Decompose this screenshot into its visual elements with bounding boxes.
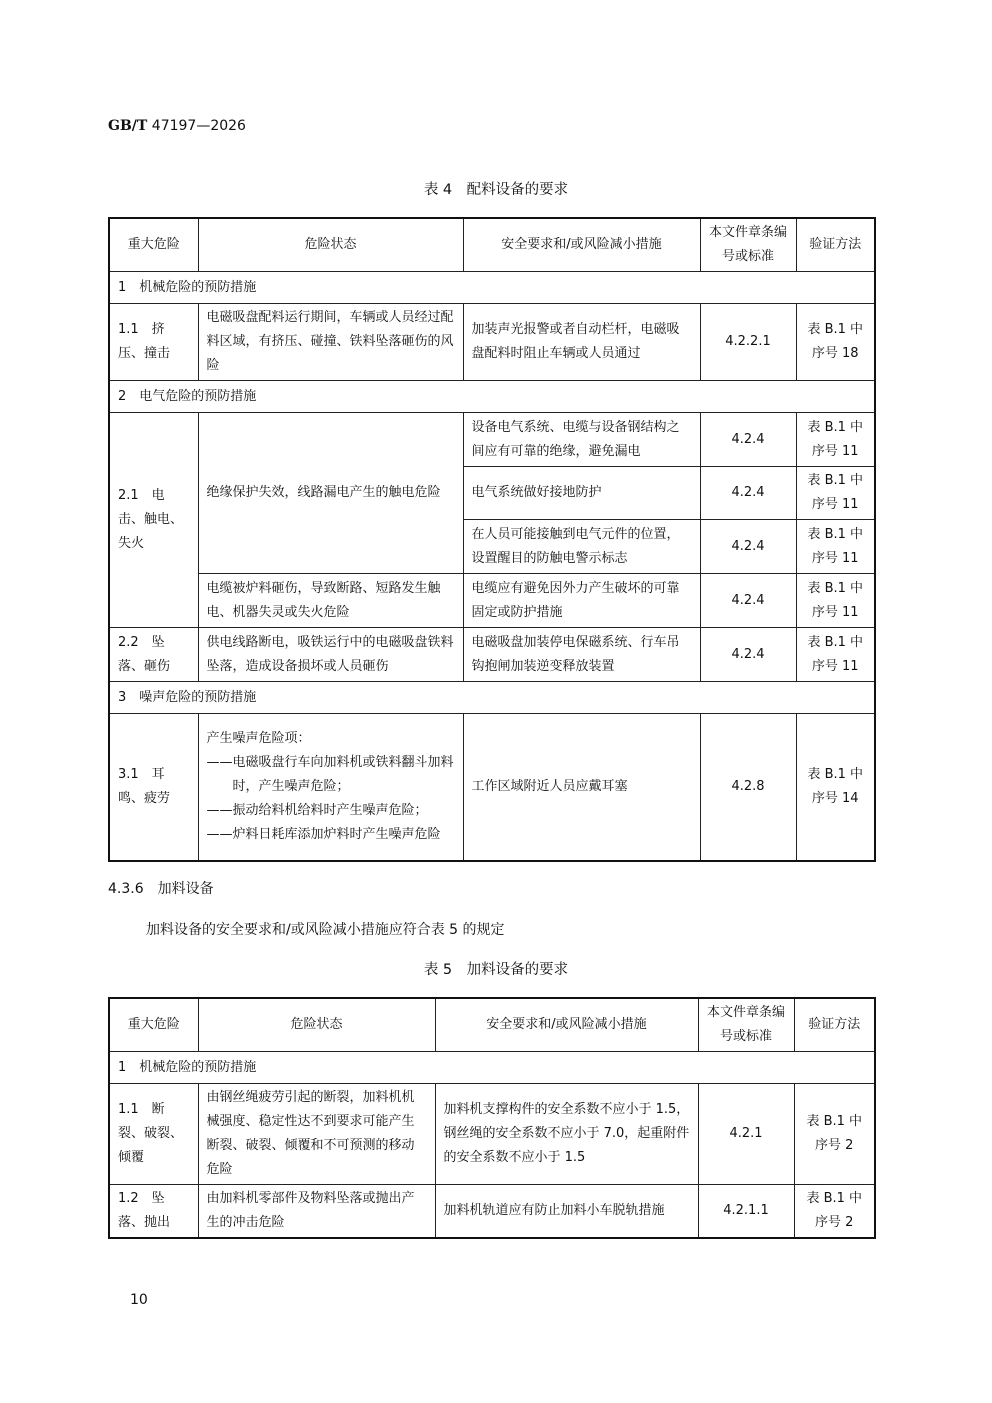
col-header: 本文件章条编号或标准 <box>700 218 796 272</box>
state-list-item: ——振动给料机给料时产生噪声危险； <box>206 802 428 818</box>
measure-cell: 在人员可能接触到电气元件的位置，设置醒目的防触电警示标志 <box>463 520 700 574</box>
verify-cell: 表 B.1 中序号 2 <box>794 1185 875 1239</box>
table-row <box>109 714 875 861</box>
table-row <box>109 574 875 628</box>
table5 <box>108 997 876 1239</box>
col-header: 本文件章条编号或标准 <box>698 998 794 1052</box>
col-header: 危险状态 <box>198 998 435 1052</box>
standard-header <box>108 118 246 134</box>
section-title: 3 噪声危险的预防措施 <box>109 682 875 714</box>
state-cell: 由加料机零部件及物料坠落或抛出产生的冲击危险 <box>198 1185 435 1239</box>
section-row <box>109 381 875 413</box>
col-header: 危险状态 <box>198 218 463 272</box>
table-row <box>109 1084 875 1185</box>
table4 <box>108 217 876 862</box>
measure-cell: 工作区域附近人员应戴耳塞 <box>463 714 700 861</box>
standard-number: 47197—2026 <box>151 118 246 134</box>
verify-cell: 表 B.1 中序号 18 <box>796 304 875 381</box>
measure-cell: 设备电气系统、电缆与设备钢结构之间应有可靠的绝缘，避免漏电 <box>463 413 700 467</box>
measure-cell: 电磁吸盘加装停电保磁系统、行车吊钩抱闸加装逆变释放装置 <box>463 628 700 682</box>
section-title: 2 电气危险的预防措施 <box>109 381 875 413</box>
measure-cell: 加料机轨道应有防止加料小车脱轨措施 <box>435 1185 698 1239</box>
table-row <box>109 413 875 467</box>
col-header: 重大危险 <box>109 998 198 1052</box>
clause-cell: 4.2.4 <box>700 467 796 520</box>
state-intro: 产生噪声危险项： <box>206 730 311 746</box>
state-cell: 电磁吸盘配料运行期间，车辆或人员经过配料区域，有挤压、碰撞、铁料坠落砸伤的风险 <box>198 304 463 381</box>
table-row <box>109 304 875 381</box>
measure-cell: 电缆应有避免因外力产生破坏的可靠固定或防护措施 <box>463 574 700 628</box>
col-header: 验证方法 <box>796 218 875 272</box>
table4-caption: 表 4 配料设备的要求 <box>423 182 569 198</box>
clause-cell: 4.2.1.1 <box>698 1185 794 1239</box>
hazard-cell: 2.2 坠落、砸伤 <box>109 628 198 682</box>
verify-cell: 表 B.1 中序号 2 <box>794 1084 875 1185</box>
clause-cell: 4.2.4 <box>700 413 796 467</box>
verify-cell: 表 B.1 中序号 11 <box>796 520 875 574</box>
hazard-cell: 1.1 挤压、撞击 <box>109 304 198 381</box>
section-row <box>109 1052 875 1084</box>
hazard-cell: 2.1 电击、触电、失火 <box>109 413 198 628</box>
clause-heading: 4.3.6 加料设备 <box>108 881 214 897</box>
verify-cell: 表 B.1 中序号 11 <box>796 628 875 682</box>
col-header: 安全要求和/或风险减小措施 <box>463 218 700 272</box>
table5-header-row <box>109 998 875 1052</box>
verify-cell: 表 B.1 中序号 11 <box>796 467 875 520</box>
state-cell <box>198 714 463 861</box>
page-number: 10 <box>130 1292 148 1308</box>
verify-cell: 表 B.1 中序号 11 <box>796 574 875 628</box>
measure-cell: 加装声光报警或者自动栏杆，电磁吸盘配料时阻止车辆或人员通过 <box>463 304 700 381</box>
clause-cell: 4.2.8 <box>700 714 796 861</box>
clause-cell: 4.2.1 <box>698 1084 794 1185</box>
verify-cell: 表 B.1 中序号 14 <box>796 714 875 861</box>
state-cell: 绝缘保护失效，线路漏电产生的触电危险 <box>198 413 463 574</box>
standard-prefix: GB/T <box>108 118 148 134</box>
body-paragraph: 加料设备的安全要求和/或风险减小措施应符合表 5 的规定 <box>146 922 505 938</box>
state-cell: 电缆被炉料砸伤，导致断路、短路发生触电、机器失灵或失火危险 <box>198 574 463 628</box>
state-cell: 由钢丝绳疲劳引起的断裂，加料机机械强度、稳定性达不到要求可能产生断裂、破裂、倾覆和不可预测的移动危险 <box>198 1084 435 1185</box>
clause-cell: 4.2.4 <box>700 520 796 574</box>
clause-cell: 4.2.4 <box>700 628 796 682</box>
hazard-cell: 1.1 断裂、破裂、倾覆 <box>109 1084 198 1185</box>
table4-header-row <box>109 218 875 272</box>
measure-cell: 电气系统做好接地防护 <box>463 467 700 520</box>
col-header: 安全要求和/或风险减小措施 <box>435 998 698 1052</box>
table5-caption: 表 5 加料设备的要求 <box>423 962 569 978</box>
hazard-cell: 3.1 耳鸣、疲劳 <box>109 714 198 861</box>
table-row <box>109 628 875 682</box>
verify-cell: 表 B.1 中序号 11 <box>796 413 875 467</box>
state-cell: 供电线路断电，吸铁运行中的电磁吸盘铁料坠落，造成设备损坏或人员砸伤 <box>198 628 463 682</box>
section-row <box>109 272 875 304</box>
section-title: 1 机械危险的预防措施 <box>109 272 875 304</box>
state-list-item: ——电磁吸盘行车向加料机或铁料翻斗加料时，产生噪声危险； <box>206 754 454 794</box>
clause-cell: 4.2.2.1 <box>700 304 796 381</box>
hazard-cell: 1.2 坠落、抛出 <box>109 1185 198 1239</box>
measure-cell: 加料机支撑构件的安全系数不应小于 1.5，钢丝绳的安全系数不应小于 7.0，起重附件的安全系数不应小于 1.5 <box>435 1084 698 1185</box>
section-title: 1 机械危险的预防措施 <box>109 1052 875 1084</box>
table-row <box>109 1185 875 1239</box>
section-row <box>109 682 875 714</box>
col-header: 重大危险 <box>109 218 198 272</box>
col-header: 验证方法 <box>794 998 875 1052</box>
state-list-item: ——炉料日耗库添加炉料时产生噪声危险 <box>206 826 441 842</box>
clause-cell: 4.2.4 <box>700 574 796 628</box>
